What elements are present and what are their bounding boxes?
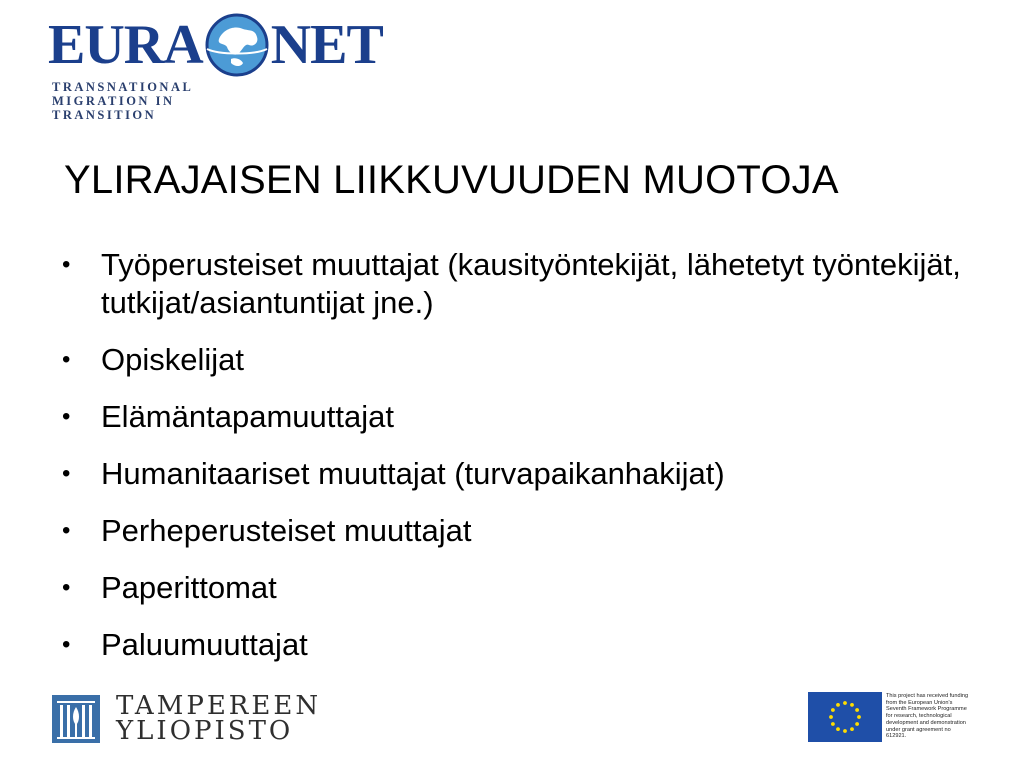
- eu-flag-icon: [808, 692, 882, 742]
- bullet-dot: •: [62, 346, 71, 373]
- logo-text-right: NET: [270, 14, 383, 76]
- logo-tagline: TRANSNATIONAL MIGRATION IN TRANSITION: [52, 80, 194, 122]
- university-emblem-icon: [52, 695, 100, 743]
- slide-title: YLIRAJAISEN LIIKKUVUUDEN MUOTOJA: [64, 158, 839, 202]
- tampere-university-logo: [52, 693, 321, 745]
- bullet-dot: •: [62, 403, 71, 430]
- university-name: TAMPEREEN YLIOPISTO: [116, 691, 322, 746]
- bullet-text: Paluumuuttajat: [101, 627, 308, 662]
- bullet-item: [62, 569, 962, 607]
- bullet-text: Opiskelijat: [101, 342, 244, 377]
- bullet-text: Perheperusteiset muuttajat: [101, 513, 472, 548]
- bullet-dot: •: [62, 631, 71, 658]
- bullet-dot: •: [62, 251, 71, 278]
- logo-text-left: EURA: [48, 14, 203, 76]
- bullet-item: [62, 341, 962, 379]
- bullet-item: [62, 626, 962, 664]
- globe-icon: [205, 13, 269, 77]
- bullet-list: [62, 246, 962, 683]
- euranet-logo: [48, 10, 388, 120]
- bullet-item: [62, 398, 962, 436]
- bullet-item: [62, 512, 962, 550]
- bullet-item: [62, 455, 962, 493]
- bullet-text: Humanitaariset muuttajat (turvapaikanhakijat): [101, 456, 725, 491]
- bullet-text: Elämäntapamuuttajat: [101, 399, 394, 434]
- bullet-item: [62, 246, 962, 322]
- eu-funding-notice: This project has received funding from the European Union's Seventh Framework Programme for research, technological development and demonstration under grant agreement no 612921.: [886, 693, 969, 740]
- bullet-dot: •: [62, 574, 71, 601]
- bullet-dot: •: [62, 460, 71, 487]
- bullet-text: Työperusteiset muuttajat (kausityöntekijät, lähetetyt työntekijät, tutkijat/asiantuntijat jne.): [101, 247, 961, 320]
- bullet-dot: •: [62, 517, 71, 544]
- bullet-text: Paperittomat: [101, 570, 277, 605]
- euranet-wordmark: [48, 10, 383, 80]
